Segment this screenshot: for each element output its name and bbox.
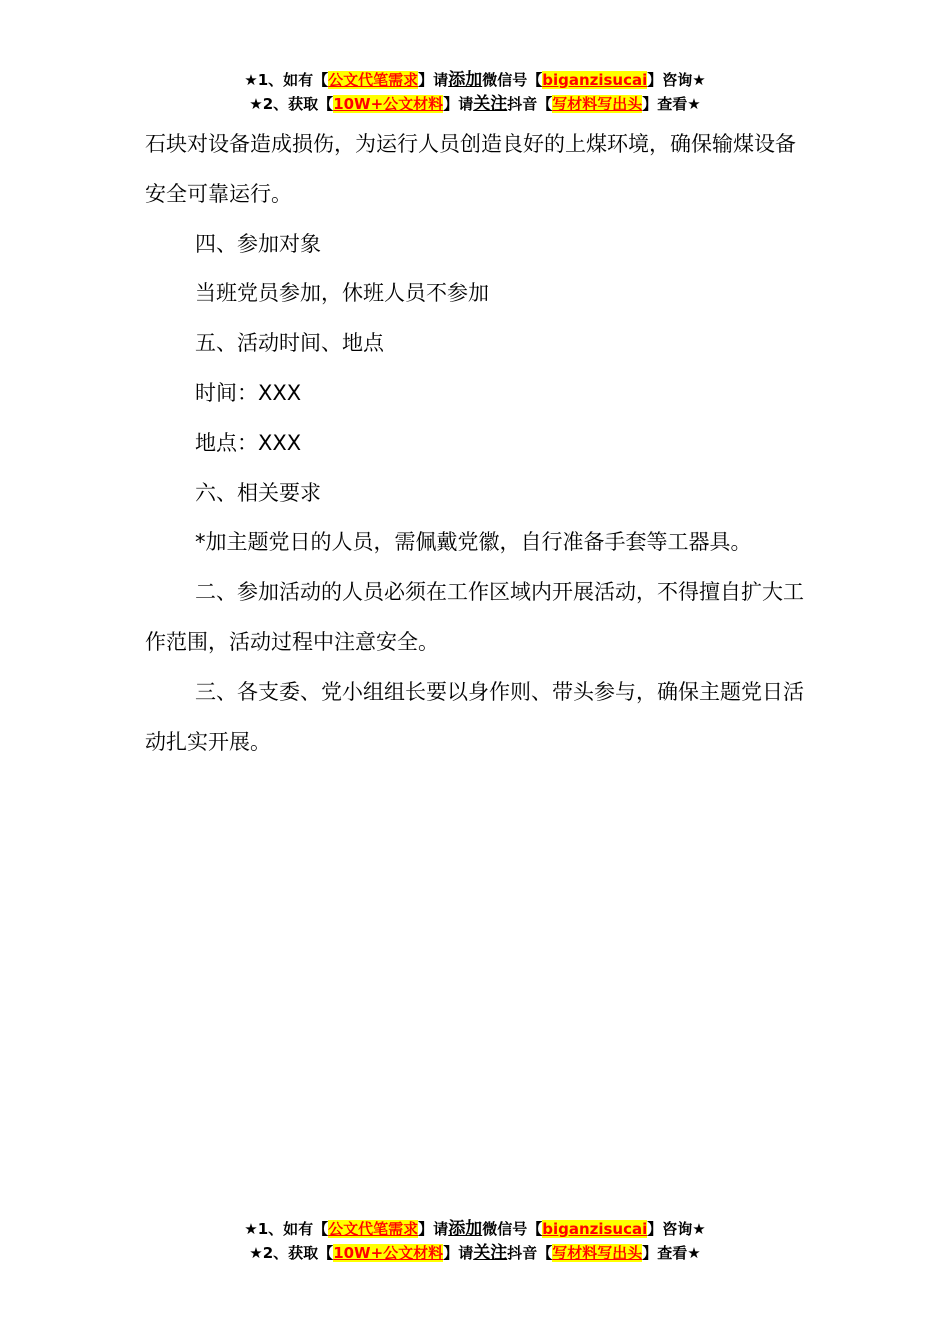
paragraph-place: 地点：XXX (195, 430, 302, 455)
paragraph-participants: 当班党员参加，休班人员不参加 (195, 281, 489, 306)
banner-text: 微信号【 (482, 1220, 543, 1238)
banner-text: 微信号【 (482, 71, 543, 89)
banner-highlight: 10W+公文材料 (333, 95, 444, 113)
banner-highlight: biganzisucai (542, 71, 648, 89)
banner-text: 】查看★ (642, 1244, 701, 1262)
paragraph-time: 时间：XXX (195, 380, 302, 405)
banner-highlight: biganzisucai (542, 1220, 648, 1238)
banner-emphasis: 添加 (448, 70, 483, 90)
banner-text: 抖音【 (507, 95, 553, 113)
banner-text: ★2、获取【 (249, 95, 334, 113)
banner-text: 】咨询★ (647, 71, 706, 89)
banner-line-2 (0, 1241, 950, 1265)
paragraph-continuation: 石块对设备造成损伤，为运行人员创造良好的上煤环境，确保输煤设备安全可靠运行。 (145, 132, 796, 206)
banner-emphasis: 添加 (448, 1219, 483, 1239)
requirement-item-3: 三、各支委、党小组组长要以身作则、带头参与，确保主题党日活动扎实开展。 (145, 679, 804, 754)
banner-emphasis: 关注 (473, 94, 508, 114)
banner-highlight: 10W+公文材料 (333, 1244, 444, 1262)
banner-highlight: 写材料写出头 (552, 1244, 643, 1262)
footer-banner (0, 1217, 950, 1265)
document-body (145, 120, 805, 767)
requirement-item-1: *加主题党日的人员，需佩戴党徽，自行准备手套等工器具。 (195, 530, 752, 555)
banner-highlight: 公文代笔需求 (328, 1220, 419, 1238)
banner-line-2 (0, 92, 950, 116)
banner-highlight: 公文代笔需求 (328, 71, 419, 89)
banner-text: 抖音【 (507, 1244, 553, 1262)
banner-text: ★2、获取【 (249, 1244, 334, 1262)
section-heading-time-place: 五、活动时间、地点 (195, 331, 384, 356)
banner-line-1 (0, 68, 950, 92)
banner-text: ★1、如有【 (244, 71, 329, 89)
banner-text: 】请 (443, 95, 474, 113)
banner-text: 】请 (443, 1244, 474, 1262)
banner-text: 】请 (418, 71, 449, 89)
banner-text: 】咨询★ (647, 1220, 706, 1238)
banner-line-1 (0, 1217, 950, 1241)
banner-text: 】请 (418, 1220, 449, 1238)
banner-emphasis: 关注 (473, 1243, 508, 1263)
banner-text: ★1、如有【 (244, 1220, 329, 1238)
requirement-item-2: 二、参加活动的人员必须在工作区域内开展活动，不得擅自扩大工作范围，活动过程中注意安全。 (145, 580, 804, 654)
banner-highlight: 写材料写出头 (552, 95, 643, 113)
banner-text: 】查看★ (642, 95, 701, 113)
header-banner (0, 68, 950, 116)
section-heading-requirements: 六、相关要求 (195, 480, 321, 505)
section-heading-participants: 四、参加对象 (195, 231, 321, 256)
